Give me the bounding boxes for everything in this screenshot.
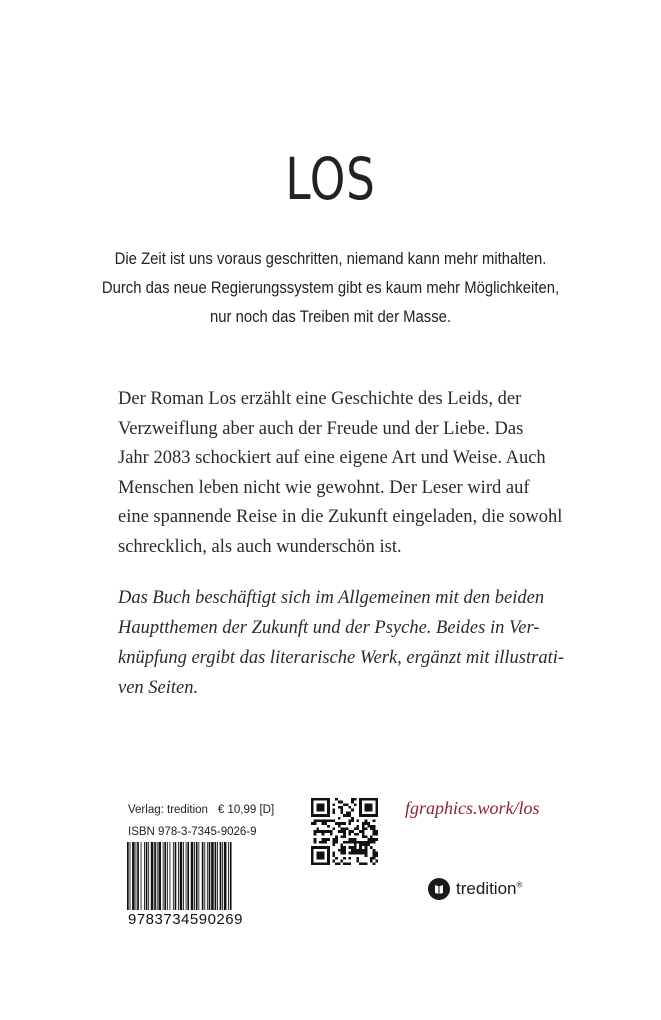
tagline-line: nur noch das Treiben mit der Masse. xyxy=(209,308,452,326)
isbn-label: ISBN 978-3-7345-9026-9 xyxy=(128,826,257,838)
website-link[interactable]: fgraphics.work/los xyxy=(405,798,540,818)
barcode xyxy=(127,842,262,910)
tagline-line: Durch das neue Regierungssystem gibt es kaum mehr Möglichkeiten, xyxy=(101,279,560,297)
publisher-label: Verlag: tredition xyxy=(128,804,208,816)
italic-line: Das Buch beschäftigt sich im Allgemeinen mit den beiden xyxy=(118,588,545,608)
logo-name: tredition xyxy=(456,879,517,898)
book-title: LOS xyxy=(285,145,376,213)
italic-line: ven Seiten. xyxy=(118,678,199,698)
italic-line: Hauptthemen der Zukunft und der Psyche. Beides in Ver- xyxy=(118,618,540,638)
tredition-logo-icon xyxy=(428,878,450,900)
description-line: Menschen leben nicht wie gewohnt. Der Leser wird auf xyxy=(118,477,530,498)
description-line: eine spannende Reise in die Zukunft eingeladen, die sowohl xyxy=(118,507,563,527)
tagline-line: Die Zeit ist uns voraus geschritten, niemand kann mehr mithalten. xyxy=(114,250,547,268)
description-paragraph xyxy=(118,385,563,562)
logo-wordmark xyxy=(456,879,522,899)
publisher-info xyxy=(128,799,274,843)
description-line: schrecklich, als auch wunderschön ist. xyxy=(118,536,402,557)
description-line: Verzweiflung aber auch der Freude und der Liebe. Das xyxy=(118,418,524,439)
description-line: Der Roman Los erzählt eine Geschichte des Leids, der xyxy=(118,389,522,409)
price-label: € 10,99 [D] xyxy=(217,804,275,816)
qr-code-icon xyxy=(311,798,378,865)
description-line: Jahr 2083 schockiert auf eine eigene Art und Weise. Auch xyxy=(118,448,546,468)
italic-line: knüpfung ergibt das literarische Werk, ergänzt mit illustrati- xyxy=(118,648,565,668)
book-mark-icon xyxy=(433,883,445,895)
italic-paragraph xyxy=(118,583,565,703)
publisher-logo xyxy=(428,878,522,900)
barcode-number: 9783734590269 xyxy=(128,911,243,928)
registered-mark: ® xyxy=(516,880,523,890)
tagline xyxy=(0,245,661,332)
